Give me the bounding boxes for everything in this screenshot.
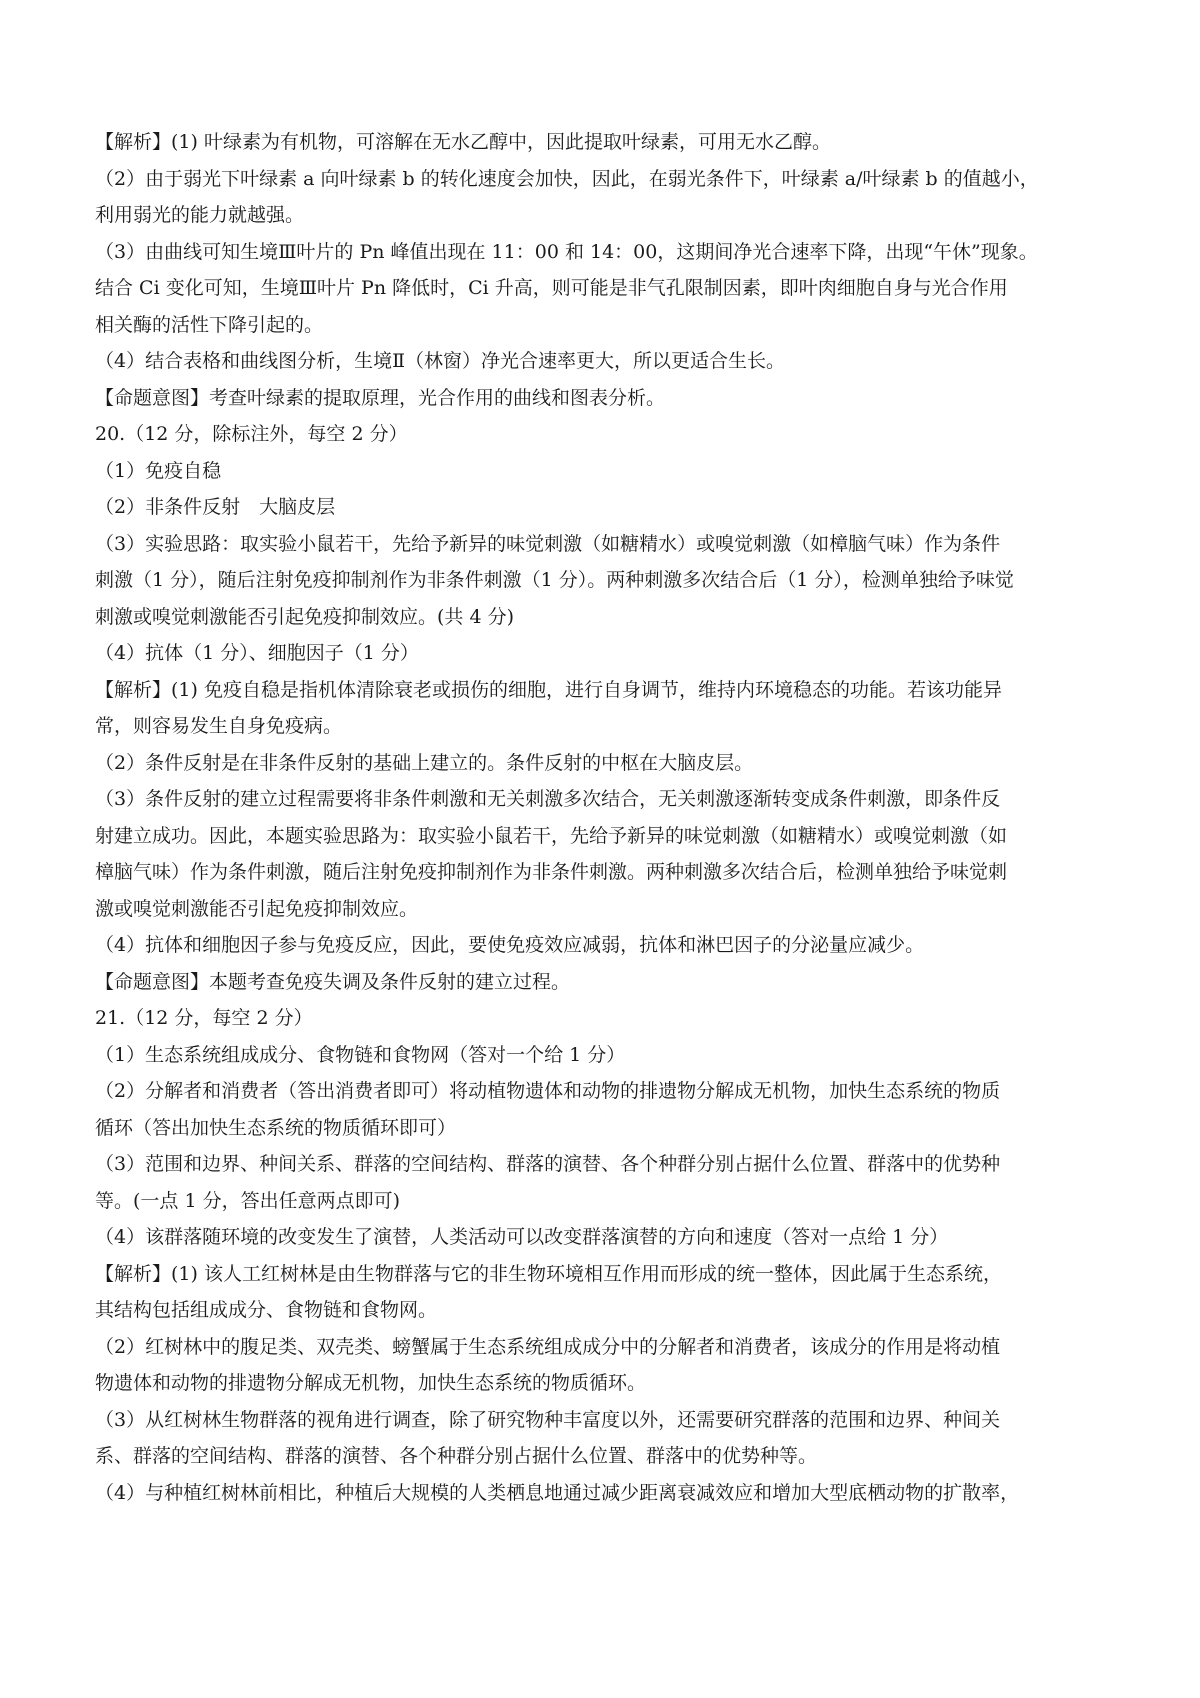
text-line: 物遗体和动物的排遗物分解成无机物，加快生态系统的物质循环。 <box>95 1372 647 1394</box>
text-line: （4）与种植红树林前相比，种植后大规模的人类栖息地通过减少距离衰减效应和增加大型底栖动物的扩散率， <box>95 1481 1020 1504</box>
text-line: （2）非条件反射 大脑皮层 <box>95 496 336 518</box>
text-line: 结合 Ci 变化可知，生境Ⅲ叶片 Pn 降低时，Ci 升高，则可能是非气孔限制因素，即叶肉细胞自身与光合作用 <box>95 277 1008 299</box>
text-line: 循环（答出加快生态系统的物质循环即可） <box>95 1116 457 1139</box>
question-heading-20: 20.（12 分，除标注外，每空 2 分） <box>95 423 408 445</box>
text-line: （3）由曲线可知生境Ⅲ叶片的 Pn 峰值出现在 11：00 和 14：00，这期间净光合速率下降，出现“午休”现象。 <box>95 240 1038 263</box>
text-line: 【命题意图】本题考查免疫失调及条件反射的建立过程。 <box>95 970 571 993</box>
text-line: （4）抗体和细胞因子参与免疫反应，因此，要使免疫效应减弱，抗体和淋巴因子的分泌量应减少。 <box>95 934 925 956</box>
text-line: 相关酶的活性下降引起的。 <box>95 313 324 336</box>
text-line: 常，则容易发生自身免疫病。 <box>95 715 343 737</box>
document-page <box>95 124 1115 1511</box>
text-line: （2）条件反射是在非条件反射的基础上建立的。条件反射的中枢在大脑皮层。 <box>95 751 754 774</box>
text-line: （4）该群落随环境的改变发生了演替，人类活动可以改变群落演替的方向和速度（答对一点给 1 分） <box>95 1226 949 1248</box>
text-line: （3）范围和边界、种间关系、群落的空间结构、群落的演替、各个种群分别占据什么位置、群落中的优势种 <box>95 1153 1001 1175</box>
text-line: 刺激或嗅觉刺激能否引起免疫抑制效应。(共 4 分) <box>95 605 514 628</box>
text-line: （4）结合表格和曲线图分析，生境Ⅱ（林窗）净光合速率更大，所以更适合生长。 <box>95 350 786 372</box>
text-line: 射建立成功。因此，本题实验思路为：取实验小鼠若干，先给予新异的味觉刺激（如糖精水）或嗅觉刺激（如 <box>95 824 1008 847</box>
text-line: （2）红树林中的腹足类、双壳类、螃蟹属于生态系统组成成分中的分解者和消费者，该成分的作用是将动植 <box>95 1335 1001 1358</box>
text-line: （4）抗体（1 分）、细胞因子（1 分） <box>95 642 419 664</box>
question-heading-21: 21.（12 分，每空 2 分） <box>95 1007 313 1029</box>
text-line: 【解析】(1) 免疫自稳是指机体清除衰老或损伤的细胞，进行自身调节，维持内环境稳态的功能。若该功能异 <box>95 678 1002 701</box>
text-line: 樟脑气味）作为条件刺激，随后注射免疫抑制剂作为非条件刺激。两种刺激多次结合后，检测单独给予味觉刺 <box>95 861 1008 883</box>
text-line: （3）条件反射的建立过程需要将非条件刺激和无关刺激多次结合，无关刺激逐渐转变成条件刺激，即条件反 <box>95 788 1001 810</box>
text-line: 其结构包括组成成分、食物链和食物网。 <box>95 1299 438 1321</box>
text-line: （3）从红树林生物群落的视角进行调查，除了研究物种丰富度以外，还需要研究群落的范围和边界、种间关 <box>95 1408 1001 1431</box>
text-line: （1）免疫自稳 <box>95 459 222 482</box>
text-line: 【解析】(1) 该人工红树林是由生物群落与它的非生物环境相互作用而形成的统一整体，因此属于生态系统， <box>95 1262 1002 1285</box>
text-line: 利用弱光的能力就越强。 <box>95 204 305 226</box>
text-line: 等。(一点 1 分，答出任意两点即可) <box>95 1189 400 1212</box>
text-line: （3）实验思路：取实验小鼠若干，先给予新异的味觉刺激（如糖精水）或嗅觉刺激（如樟脑气味）作为条件 <box>95 532 1001 555</box>
text-line: 激或嗅觉刺激能否引起免疫抑制效应。 <box>95 897 419 920</box>
text-line: 系、群落的空间结构、群落的演替、各个种群分别占据什么位置、群落中的优势种等。 <box>95 1445 818 1467</box>
text-line: （2）由于弱光下叶绿素 a 向叶绿素 b 的转化速度会加快，因此，在弱光条件下，叶绿素 a/叶绿素 b 的值越小， <box>95 167 1039 190</box>
text-line: 【命题意图】考查叶绿素的提取原理，光合作用的曲线和图表分析。 <box>95 386 666 409</box>
text-line: 刺激（1 分），随后注射免疫抑制剂作为非条件刺激（1 分）。两种刺激多次结合后（1 分），检测单独给予味觉 <box>95 569 1014 591</box>
text-line: （1）生态系统组成成分、食物链和食物网（答对一个给 1 分） <box>95 1043 626 1066</box>
text-line: （2）分解者和消费者（答出消费者即可）将动植物遗体和动物的排遗物分解成无机物，加快生态系统的物质 <box>95 1080 1001 1102</box>
text-line: 【解析】(1) 叶绿素为有机物，可溶解在无水乙醇中，因此提取叶绿素，可用无水乙醇。 <box>95 131 831 153</box>
